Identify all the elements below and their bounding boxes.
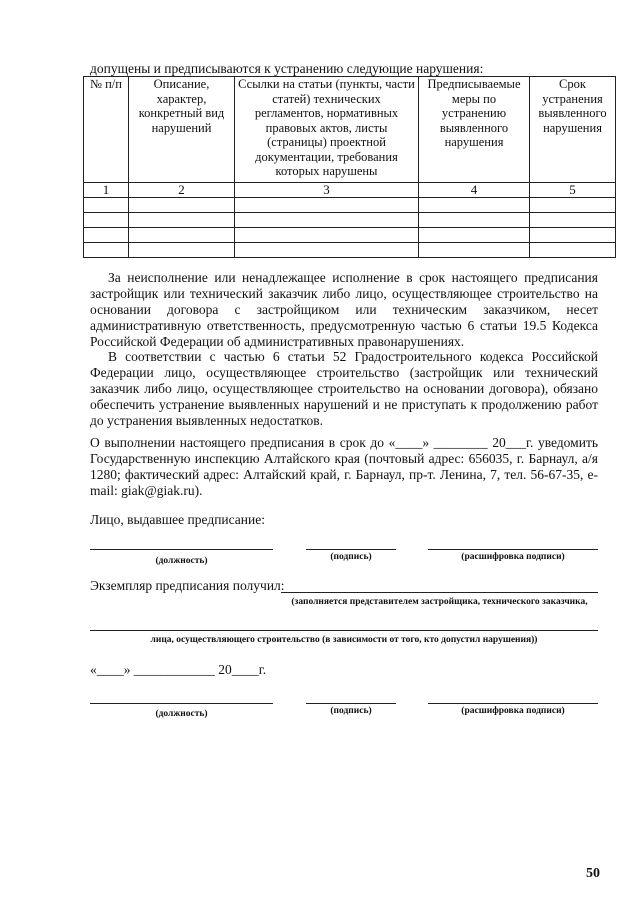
decoding-line[interactable] xyxy=(428,549,598,550)
header-measures: Предписываемые меры по устранению выявленного нарушения xyxy=(419,77,530,183)
position-line-2[interactable] xyxy=(90,703,273,704)
received-caption: (заполняется представителем застройщика, технического заказчика, xyxy=(291,597,588,607)
date-line[interactable]: «____» ____________ 20____г. xyxy=(90,662,267,677)
liability-paragraph: За неисполнение или ненадлежащее исполнение в срок настоящего предписания застройщик или технический заказчик либо лицо, осуществляющее строительство на основании договора с застройщиком или техническим заказчиком, несет административную ответственность, предусмотренную частью 6 статьи 19.5 Кодекса Российской Федерации об административных правонарушениях. xyxy=(90,270,598,349)
table-row xyxy=(84,228,616,243)
signature-line-2[interactable] xyxy=(306,703,396,704)
received-line-2[interactable] xyxy=(90,630,598,631)
table-number-row xyxy=(84,183,616,198)
obligation-paragraph: В соответствии с частью 6 статьи 52 Градостроительного кодекса Российской Федерации лицо, осуществляющее строительство (застройщик или технический заказчик либо лицо, осуществляющее строительство на основании договора), обязано обеспечить устранение выявленных нарушений и не приступать к продолжению работ до устранения выявленных недостатков. xyxy=(90,349,598,428)
table-row xyxy=(84,243,616,258)
received-label: Экземпляр предписания получил: xyxy=(90,578,285,593)
notification-paragraph: О выполнении настоящего предписания в срок до «____» ________ 20___г. уведомить Государственную инспекцию Алтайского края (почтовый адрес: 656035, г. Барнаул, а/я 1280; фактический адрес: Алтайский край, г. Барнаул, пр-т. Ленина, 7, тел. 56-67-35, e-mail: giak@giak.ru). xyxy=(90,435,598,498)
header-deadline: Срок устранения выявленного нарушения xyxy=(530,77,616,183)
col-number-1: 1 xyxy=(84,183,129,198)
decoding-line-2[interactable] xyxy=(428,703,598,704)
table-row xyxy=(84,213,616,228)
table-row xyxy=(84,198,616,213)
col-number-2: 2 xyxy=(129,183,235,198)
position-caption-2: (должность) xyxy=(155,709,208,719)
received-line[interactable] xyxy=(281,592,598,593)
received-caption-2: лица, осуществляющего строительство (в зависимости от того, кто допустил нарушения)) xyxy=(150,635,538,645)
signature-line[interactable] xyxy=(306,549,396,550)
col-number-4: 4 xyxy=(419,183,530,198)
position-caption: (должность) xyxy=(155,556,208,566)
signature-caption: (подпись) xyxy=(330,552,372,562)
header-references: Ссылки на статьи (пункты, части статей) технических регламентов, нормативных правовых актов, листы (страницы) проектной документации, требования которых нарушены xyxy=(235,77,419,183)
table-header-row xyxy=(84,77,616,183)
decoding-caption: (расшифровка подписи) xyxy=(461,552,565,562)
col-number-3: 3 xyxy=(235,183,419,198)
page-number: 50 xyxy=(586,866,600,881)
header-description: Описание, характер, конкретный вид нарушений xyxy=(129,77,235,183)
decoding-caption-2: (расшифровка подписи) xyxy=(461,706,565,716)
header-number: № п/п xyxy=(84,77,129,183)
violations-table xyxy=(83,76,616,258)
col-number-5: 5 xyxy=(530,183,616,198)
signature-caption-2: (подпись) xyxy=(330,706,372,716)
position-line[interactable] xyxy=(90,549,273,550)
intro-text: допущены и предписываются к устранению следующие нарушения: xyxy=(90,61,484,76)
issuer-label: Лицо, выдавшее предписание: xyxy=(90,512,265,527)
